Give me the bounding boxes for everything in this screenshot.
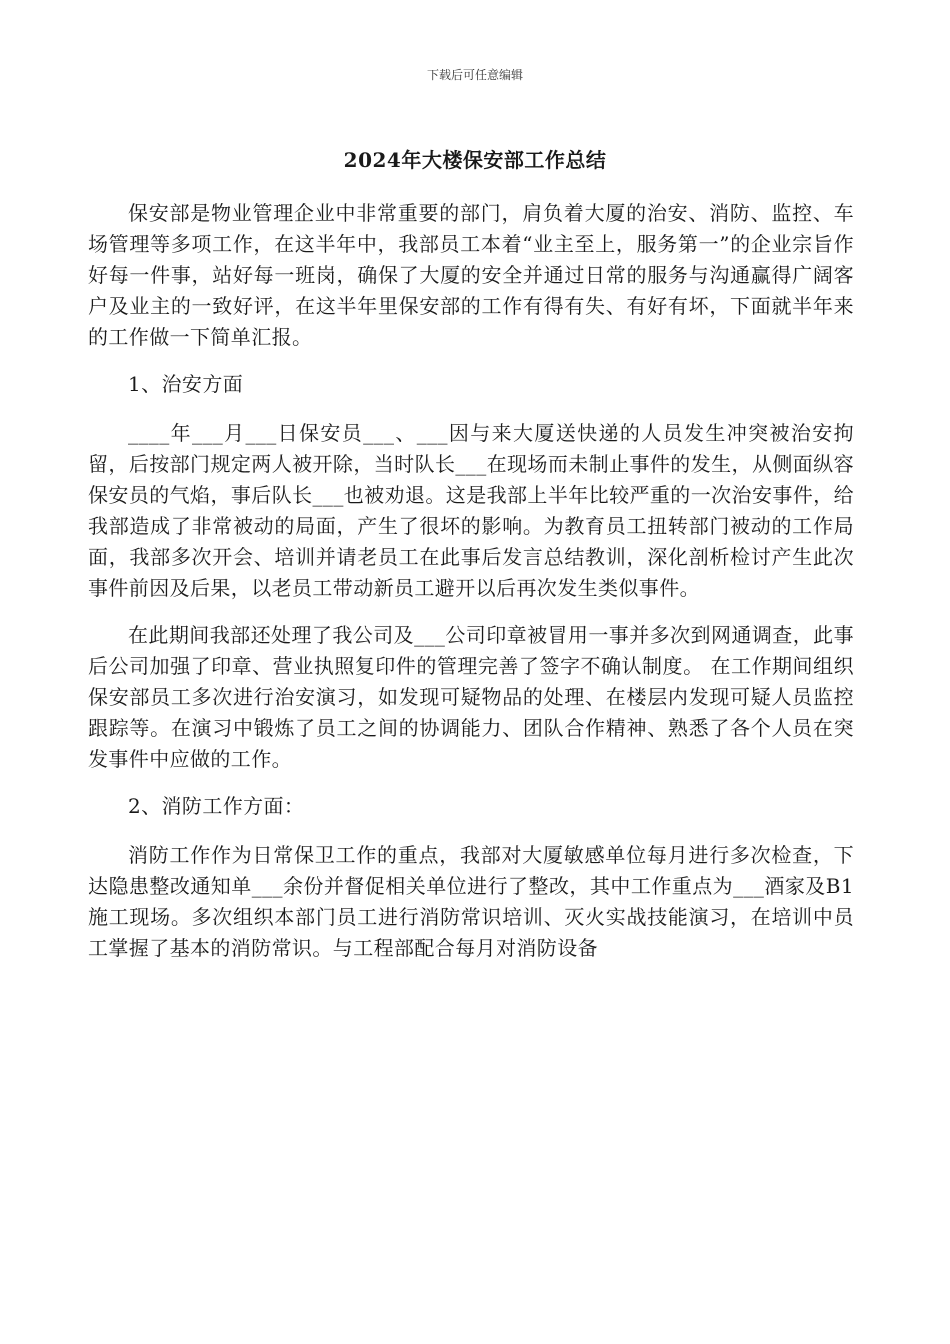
paragraph-intro: 保安部是物业管理企业中非常重要的部门，肩负着大厦的治安、消防、监控、车场管理等多项工作，在这半年中，我部员工本着“业主至上，服务第一”的企业宗旨作好每一件事，站好每一班岗，确保了大厦的安全并通过日常的服务与沟通赢得广阔客户及业主的一致好评，在这半年里保安部的工作有得有失、有好有坏，下面就半年来的工作做一下简单汇报。 <box>88 201 854 349</box>
paragraph-fire-safety: 消防工作作为日常保卫工作的重点，我部对大厦敏感单位每月进行多次检查，下达隐患整改通知单___余份并督促相关单位进行了整改，其中工作重点为___酒家及B1施工现场。多次组织本部门员工进行消防常识培训、灭火实战技能演习，在培训中员工掌握了基本的消防常识。与工程部配合每月对消防设备 <box>88 843 854 960</box>
section-heading-fire: 2、消防工作方面： <box>128 794 305 818</box>
paragraph-seal-misuse: 在此期间我部还处理了我公司及___公司印章被冒用一事并多次到网通调查，此事后公司加强了印章、营业执照复印件的管理完善了签字不确认制度。 在工作期间组织保安部员工多次进行治安演习，如发现可疑物品的处理、在楼层内发现可疑人员监控跟踪等。在演习中锻炼了员工之间的协调能力、团队合作精神、熟悉了各个人员在突发事件中应做的工作。 <box>88 623 854 771</box>
document-body <box>88 198 854 980</box>
header-note: 下载后可任意编辑 <box>426 68 523 82</box>
section-heading-security: 1、治安方面 <box>128 372 244 396</box>
document-title: 2024年大楼保安部工作总结 <box>343 148 607 172</box>
paragraph-security-incident: ____年___月___日保安员___、___因与来大厦送快递的人员发生冲突被治安拘留，后按部门规定两人被开除，当时队长___在现场而未制止事件的发生，从侧面纵容保安员的气焰，事后队长___也被劝退。这是我部上半年比较严重的一次治安事件，给我部造成了非常被动的局面，产生了很坏的影响。为教育员工扭转部门被动的工作局面，我部多次开会、培训并请老员工在此事后发言总结教训，深化剖析检讨产生此次事件前因及后果，以老员工带动新员工避开以后再次发生类似事件。 <box>88 421 854 600</box>
